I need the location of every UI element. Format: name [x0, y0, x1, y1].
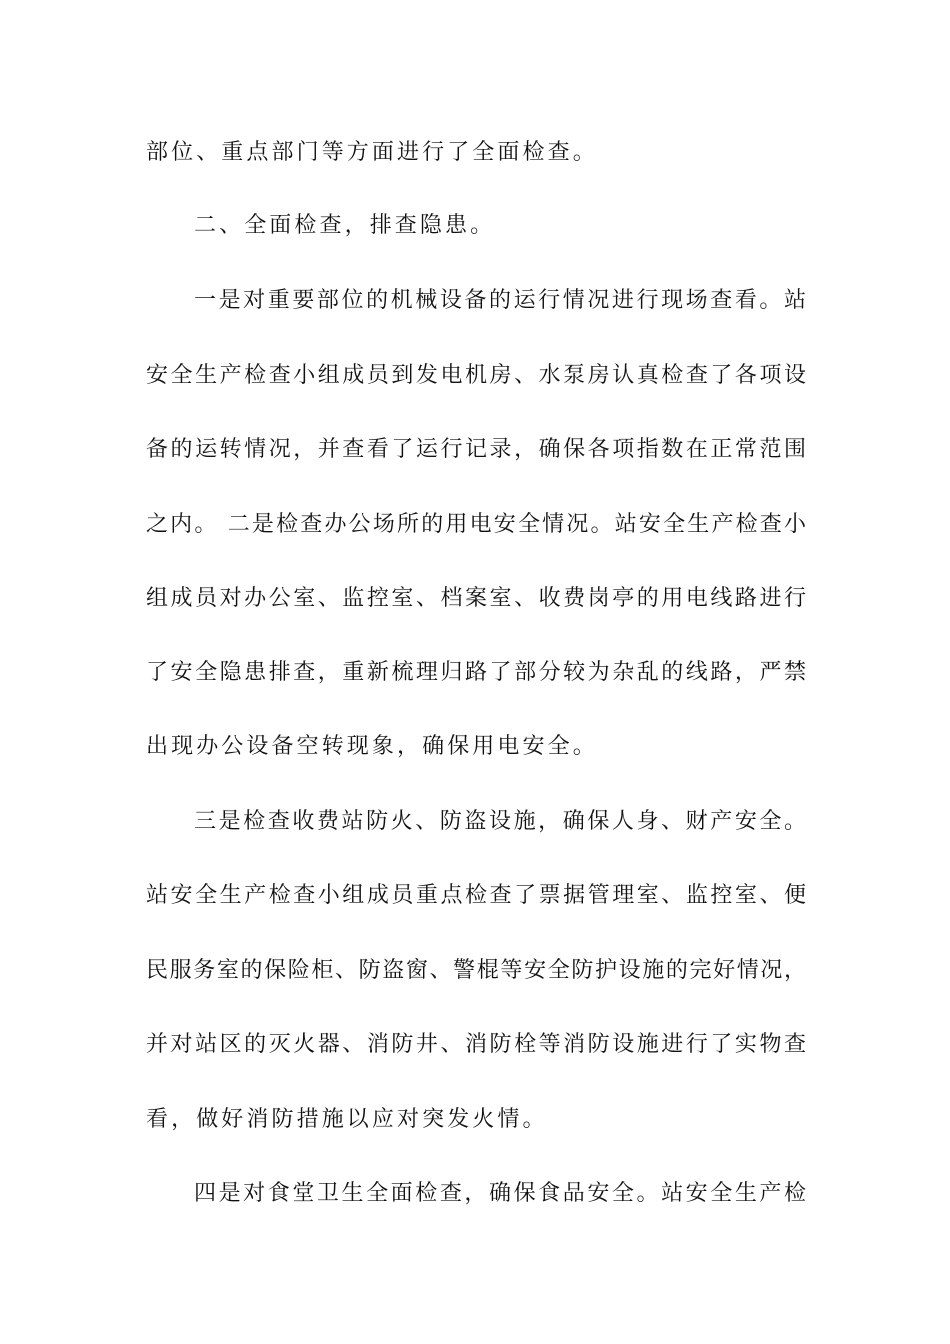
text-line: 之内。 二是检查办公场所的用电安全情况。站安全生产检查小	[146, 512, 806, 537]
text-line: 三是检查收费站防火、防盗设施，确保人身、财产安全。	[194, 809, 806, 834]
text-line: 看，做好消防措施以应对突发火情。	[146, 1107, 548, 1132]
text-line: 组成员对办公室、监控室、档案室、收费岗亭的用电线路进行	[146, 586, 806, 611]
text-line: 备的运转情况，并查看了运行记录，确保各项指数在正常范围	[146, 437, 806, 462]
text-line: 安全生产检查小组成员到发电机房、水泵房认真检查了各项设	[146, 363, 806, 388]
text-line: 站安全生产检查小组成员重点检查了票据管理室、监控室、便	[146, 883, 806, 908]
text-line: 一是对重要部位的机械设备的运行情况进行现场查看。站	[194, 288, 806, 313]
text-line: 部位、重点部门等方面进行了全面检查。	[146, 140, 598, 165]
section-heading: 二、全面检查，排查隐患。	[194, 213, 496, 238]
text-line: 四是对食堂卫生全面检查，确保食品安全。站安全生产检	[194, 1181, 806, 1206]
text-line: 民服务室的保险柜、防盗窗、警棍等安全防护设施的完好情况，	[146, 958, 806, 983]
text-line: 并对站区的灭火器、消防井、消防栓等消防设施进行了实物查	[146, 1032, 806, 1057]
text-line: 了安全隐患排查，重新梳理归路了部分较为杂乱的线路，严禁	[146, 660, 806, 685]
text-line: 出现办公设备空转现象，确保用电安全。	[146, 734, 598, 759]
